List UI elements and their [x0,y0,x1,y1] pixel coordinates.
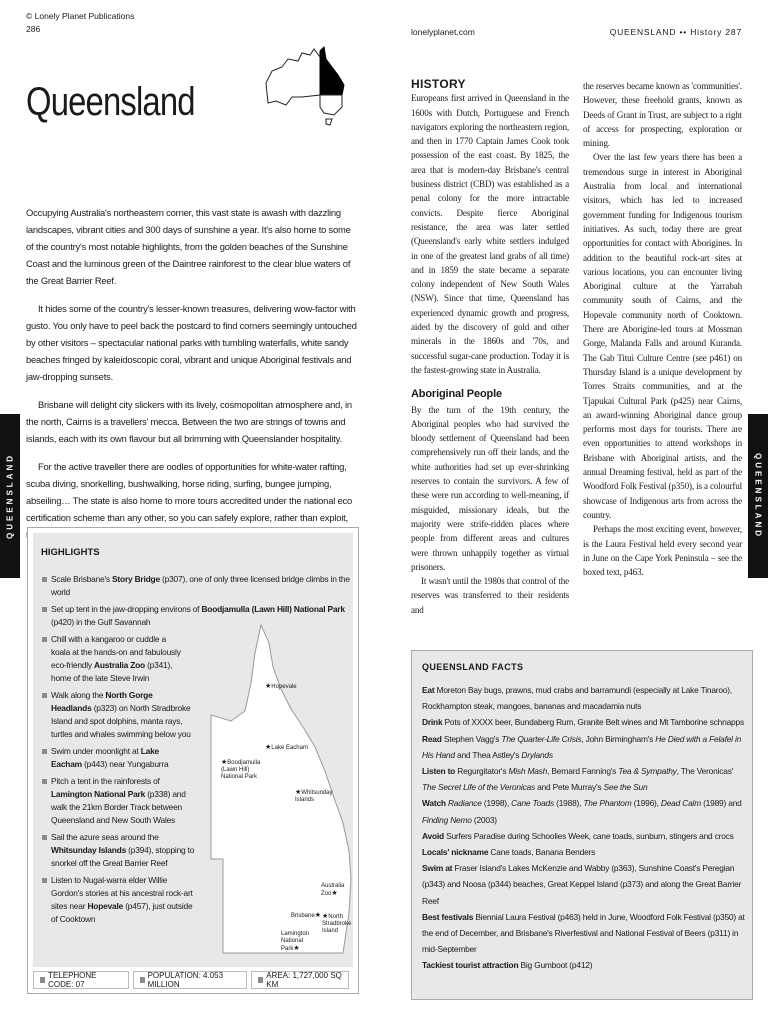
intro-text [26,204,359,554]
fact-row [422,731,748,763]
highlight-item: Pitch a tent in the rainforests of Lamington National Park (p338) and walk the 21km Border Track between Queensland and New South Wales [41,775,201,827]
page-number-right: 287 [725,27,742,37]
highlight-item: Listen to Nugal-warra elder Willie Gordon's stories at his ancestral rock-art sites near Hopevale (p457), just outside of Cooktown [41,874,201,926]
highlight-item: Swim under moonlight at Lake Eacham (p443) near Yungaburra [41,745,191,771]
aboriginal-paragraph: By the turn of the 19th century, the Aboriginal peoples who had survived the bloody settlement of Queensland had been comprehensively run off their lands, and the white authorities had set up ever-shrinking reserves to contain the survivors. A few of these were run according to well-meaning, if misguided, missionary ideals, but the majority were strife-ridden places where people from different areas and cultures were thrown unhappily together as virtual prisoners. [411,404,569,572]
fact-row [422,763,748,795]
australia-outline [266,49,320,105]
fact-row [422,828,748,844]
side-tab-left [0,414,20,578]
fact-label: Watch [422,798,446,809]
side-tab-left-label: QUEENSLAND [5,452,15,540]
fact-title-text: Tea & Sympathy [618,766,677,777]
intro-paragraph: Brisbane will delight city slickers with its lively, cosmopolitan atmosphere and, in the north, Cairns is a travellers' mecca. Between the two are strings of towns and islands, each with its own flavour but all brimming with Queenslander hospitality. [26,399,352,444]
queensland-shape [320,47,344,95]
map-label-whitsunday: ★Whitsunday Islands [295,789,333,803]
map-label-boodjamulla: ★Boodjamulla (Lawn Hill) National Park [221,759,261,780]
fact-title-text: The Secret Life of the Veronicas [422,782,535,793]
highlights-footer [33,971,353,989]
intro-paragraph: For the active traveller there are oodles of opportunities for white-water rafting, scuba diving, snorkelling, bushwalking, horse riding, surfing, bungee jumping, abseiling… The state is also home to more tours accredited under the national eco certification scheme than any other, so you can safely explore, rather than exploit, [26,461,353,523]
running-head-section: QUEENSLAND [609,27,677,37]
running-head [600,27,742,38]
site-url: lonelyplanet.com [411,27,475,37]
fact-row [422,682,748,714]
fact-label: Listen to [422,766,456,777]
nsw-vic-outline [320,95,342,115]
highlights-panel [33,533,353,967]
fact-text: , John Birmingham's [581,733,656,744]
map-label-lake-eacham: ★Lake Eacham [265,744,308,751]
fact-text: Moreton Bay bugs, prawns, mud crabs and barramundi (especially at Lake Tinaroo), Rockhampton steak, mangoes, bananas and macadamia nuts [422,685,732,712]
fact-text: Biennial Laura Festival (p463) held in June, Woodford Folk Festival (p350) at the end of December, and Brisbane's Riverfestival and National Festival of Beers (p311) in mid-September [422,911,745,955]
fact-text: Fraser Island's Lakes McKenzie and Wabby (p363), Sunshine Coast's Peregian (p343) and Noosa (p344) beaches, Great Keppel Island (p373) and along the Great Barrier Reef [422,863,742,906]
fact-title-text: Drylands [521,749,553,760]
fact-text: (1989) and [700,798,742,809]
fact-title-text: Cane Toads [511,798,554,809]
running-head-subsection: History [690,27,723,37]
fact-text: , The Veronicas' [676,766,734,777]
highlights-box [27,527,359,994]
fact-row [422,795,748,827]
star-icon: ★ [221,759,228,766]
history-paragraph: Perhaps the most exciting event, however, is the Laura Festival held every second year in June on the Cape York Peninsula – see the boxed text, p463. [583,524,742,578]
fact-row [422,909,748,958]
side-tab-right-label: QUEENSLAND [753,452,763,540]
fact-text: (1998), [481,798,512,809]
fact-text: Regurgitator's [455,766,509,777]
queensland-facts-box [411,650,753,1000]
map-label-hopevale: ★Hopevale [265,683,297,690]
fact-text: , Bernard Fanning's [547,766,619,777]
intro-paragraph: Occupying Australia's northeastern corner, this vast state is awash with dazzling landscapes, vibrant cities and 300 days of sunshine a year. It's also home to some of the country's most notable highlights, from the golden beaches of the Sunshine Coast and the luminous green of the Daintree rainforest to the clear blue waters of the Great Barrier Reef. [26,207,351,286]
intro-paragraph: It hides some of the country's lesser-known treasures, delivering wow-factor with gusto. You only have to peel back the postcard to find corners seemingly untouched by other visitors – spectacular national parks with tumbling waterfalls, white sandy beaches fringed by kaleidoscopic coral, vibrant and unique Aboriginal festivals and jaw-dropping sunsets. [26,303,357,382]
fact-title-text: Radiance [445,798,482,809]
highlight-item: Set up tent in the jaw-dropping environs of Boodjamulla (Lawn Hill) National Park (p420) in the Gulf Savannah [41,603,361,629]
area: AREA: 1,727,000 SQ KM [251,971,349,989]
fact-label: Best festivals [422,911,474,922]
star-icon: ★ [293,945,300,952]
fact-label: Eat [422,685,435,695]
highlight-item: Sail the azure seas around the Whitsunday Islands (p394), stopping to snorkel off the Great Barrier Reef [41,831,201,870]
highlight-item: Scale Brisbane's Story Bridge (p307), one of only three licensed bridge climbs in the world [41,573,361,599]
fact-title-text: See the Sun [603,782,648,793]
fact-title-text: Finding Nemo [422,814,472,825]
highlights-list [41,573,361,926]
star-icon: ★ [322,913,329,920]
fact-text: (2003) [471,814,497,825]
history-paragraph: Over the last few years there has been a tremendous surge in interest in Aboriginal Australia from local and international visitors, which has led to increased government funding for Indigenous tourism initiatives. As such, today there are great opportunities for contact with Aborigines. In addition to the beautiful rock-art sites at various locations, you can encounter living Aboriginal culture at the Yarrabah community south of Cairns, and the Hopevale community north of Cooktown. There are Aborigine-led tours at Mossman Gorge, Malanda Falls and around Kuranda. The Gab Titui Culture Centre (see p461) on Thursday Island is a unique development by Torres Straits communities, and at the Tjapukai Cultural Park (p425) near Cairns, an award-winning Aboriginal dance group performs most days for tourists. There are even opportunities to attend workshops in Brisbane with Aboriginal artists, and the annual Dreaming festival, held as part of the Woodford Folk Festival (p350), is a colourful showcase of Indigenous arts from across the country. [583,152,742,520]
page-number-left: 286 [26,24,41,34]
fact-title-text: Mish Mash [508,766,548,777]
map-label-australia-zoo: Australia Zoo★ [321,883,345,897]
fact-row [422,844,748,860]
star-icon: ★ [265,744,272,751]
map-label-brisbane: Brisbane★ [291,912,321,919]
fact-title-text: He Died with a Felafel in His Hand [422,733,742,760]
copyright-line: © Lonely Planet Publications [26,11,135,21]
fact-text: Surfers Paradise during Schoolies Week, cane toads, sunburn, stingers and crocs [443,830,734,841]
fact-row [422,860,748,909]
fact-text: (1996), [631,798,661,809]
running-head-separator: •• [679,27,688,37]
highlight-item: Chill with a kangaroo or cuddle a koala at the hands-on and fabulously eco-friendly Australia Zoo (p341), home of the late Steve Irwin [41,633,181,685]
history-heading: HISTORY [411,77,466,91]
fact-title-text: The Quarter-Life Crisis [501,733,582,744]
fact-text: and Thea Astley's [454,749,522,760]
square-bullet-icon [140,977,145,983]
star-icon: ★ [331,890,338,897]
fact-text: Cane toads, Banana Benders [488,847,596,858]
fact-text: Big Gumboot (p412) [518,960,593,971]
fact-title-text: Dead Calm [660,798,701,809]
star-icon: ★ [314,912,321,919]
fact-label: Tackiest tourist attraction [422,960,519,971]
star-icon: ★ [295,789,302,796]
map-label-lamington: Lamington National Park★ [281,931,310,952]
fact-label: Read [422,733,442,744]
highlight-item: Walk along the North Gorge Headlands (p323) on North Stradbroke Island and spot dolphins, manta rays, turtles and whales swimming below you [41,689,191,741]
fact-text: and Pete Murray's [534,782,604,793]
aboriginal-people-heading: Aboriginal People [411,388,502,401]
fact-row [422,714,748,730]
history-paragraph: the reserves became known as 'communities'. However, these freehold grants, known as Deeds of Grant in Trust, are subject to a right of access for prospecting, exploration or mining. [583,81,742,149]
fact-text: Stephen Vagg's [441,733,502,744]
highlights-title: HIGHLIGHTS [41,547,100,558]
population: POPULATION: 4.053 MILLION [133,971,248,989]
fact-label: Drink [422,717,443,728]
fact-text: Pots of XXXX beer, Bundaberg Rum, Granite Belt wines and Mt Tamborine schnapps [442,717,744,728]
fact-text: (1988), [554,798,584,809]
australia-locator-map [262,45,348,127]
square-bullet-icon [258,977,263,983]
fact-label: Locals' nickname [422,847,489,858]
fact-row [422,957,748,973]
facts-list [422,682,748,974]
aboriginal-paragraph: It wasn't until the 1980s that control of the reserves was transferred to their residents and [411,576,569,615]
facts-title: QUEENSLAND FACTS [422,662,524,672]
tasmania-outline [326,119,332,125]
history-column-2 [583,79,742,579]
fact-label: Swim at [422,863,453,874]
star-icon: ★ [265,683,272,690]
map-label-north-stradbroke: ★North Stradbroke Island [322,913,352,934]
side-tab-right [748,414,768,578]
square-bullet-icon [40,977,45,983]
history-paragraph: Europeans first arrived in Queensland in the 1600s with Dutch, Portuguese and French navigators exploring the northeastern region, and then in 1770 Captain James Cook took possession of the east coast. By 1825, the area that is modern-day Brisbane's central business district (CBD) was established as a penal colony for the more intractable convicts. Despite fierce Aboriginal resistance, the area was later settled (Queensland's early white settlers indulged in one of the greatest land grabs of all time) and in 1859 the state became a separate colony independent of New South Wales (NSW). Since that time, Queensland has experienced dynamic growth and progress, aided by the discovery of gold and other minerals in the 1860s and '70s, and successful sugar-cane production. Today it is the fastest-growing state in Australia. [411,93,569,375]
page-title: Queensland [26,80,195,124]
telephone-code: TELEPHONE CODE: 07 [33,971,129,989]
fact-label: Avoid [422,830,444,841]
history-column-1 [411,77,569,617]
fact-title-text: The Phantom [583,798,632,809]
